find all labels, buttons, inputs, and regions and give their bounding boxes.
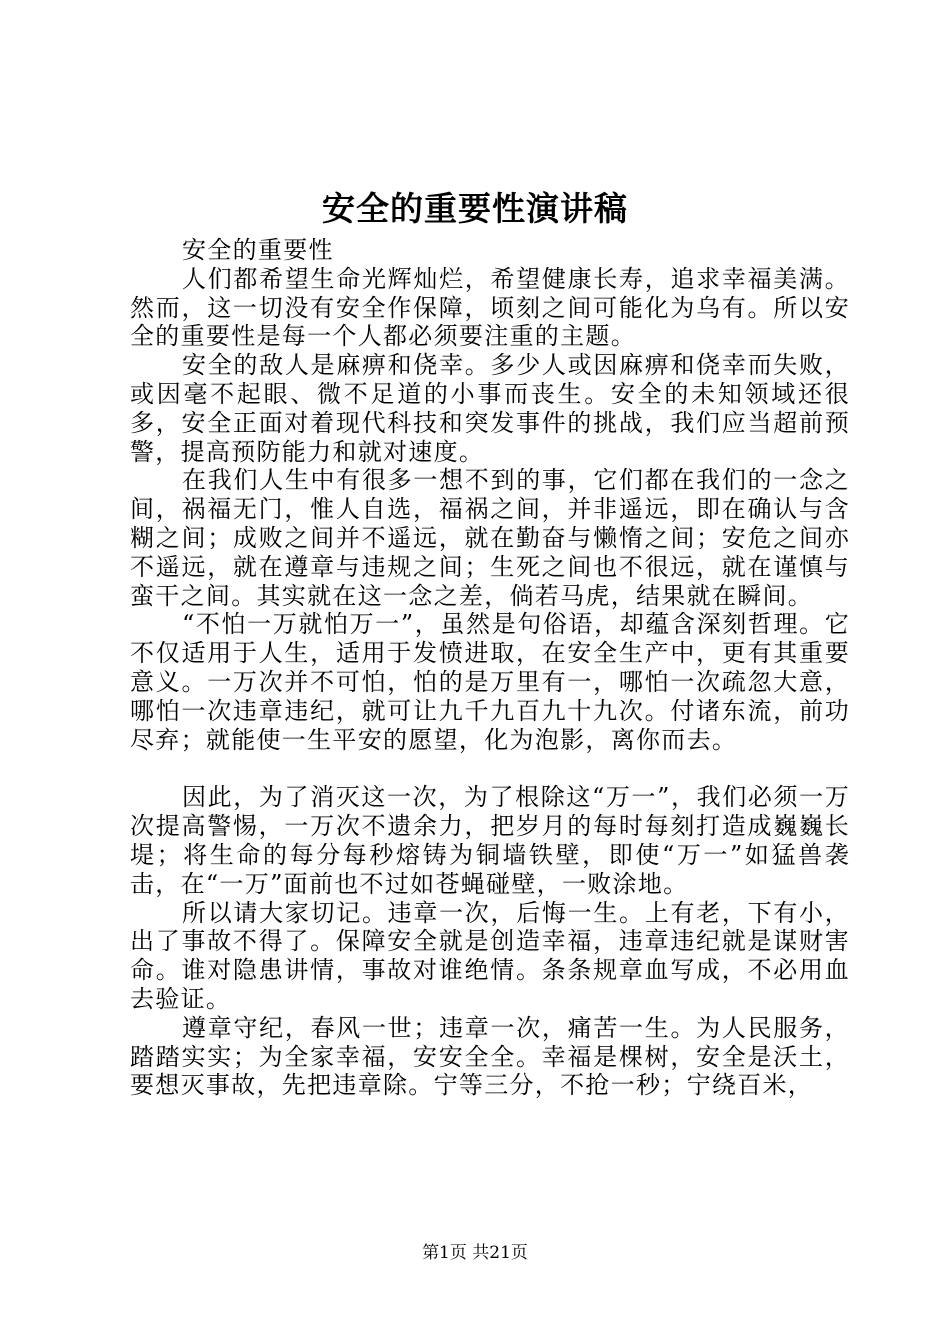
paragraph: 人们都希望生命光辉灿烂，希望健康长寿，追求幸福美满。然而，这一切没有安全作保障，顷刻之间可能化为乌有。所以安全的重要性是每一个人都必须要注重的主题。: [130, 264, 850, 351]
paragraph: 遵章守纪，春风一世；违章一次，痛苦一生。为人民服务，踏踏实实；为全家幸福，安安全全。幸福是棵树，安全是沃土，要想灭事故，先把违章除。宁等三分，不抢一秒；宁绕百米，: [130, 1013, 850, 1100]
paragraph: 因此，为了消灭这一次，为了根除这“万一”，我们必须一万次提高警惕，一万次不遗余力，把岁月的每时每刻打造成巍巍长堤；将生命的每分每秒熔铸为铜墙铁壁，即使“万一”如猛兽袭击，在“一万”面前也不过如苍蝇碰壁，一败涂地。: [130, 783, 850, 898]
document-body: [130, 236, 850, 1100]
paragraph-subtitle: 安全的重要性: [182, 236, 334, 264]
paragraph: 在我们人生中有很多一想不到的事，它们都在我们的一念之间，祸福无门，惟人自选，福祸之间，并非遥远，即在确认与含糊之间；成败之间并不遥远，就在勤奋与懒惰之间；安危之间亦不遥远，就在遵章与违规之间；生死之间也不很远，就在谨慎与蛮干之间。其实就在这一念之差，倘若马虎，结果就在瞬间。: [130, 466, 850, 610]
paragraph: “不怕一万就怕万一”，虽然是句俗语，却蕴含深刻哲理。它不仅适用于人生，适用于发愤进取，在安全生产中，更有其重要意义。一万次并不可怕，怕的是万里有一，哪怕一次疏忽大意，哪怕一次违章违纪，就可让九千九百九十九次。付诸东流，前功尽弃；就能使一生平安的愿望，化为泡影，离你而去。: [130, 610, 850, 754]
paragraph: 安全的敌人是麻痹和侥幸。多少人或因麻痹和侥幸而失败，或因毫不起眼、微不足道的小事而丧生。安全的未知领域还很多，安全正面对着现代科技和突发事件的挑战，我们应当超前预警，提高预防能力和就对速度。: [130, 351, 850, 466]
page-footer: 第1页 共21页: [422, 1243, 528, 1263]
paragraph: 所以请大家切记。违章一次，后悔一生。上有老，下有小，出了事故不得了。保障安全就是创造幸福，违章违纪就是谋财害命。谁对隐患讲情，事故对谁绝情。条条规章血写成，不必用血去验证。: [130, 898, 850, 1013]
document-title: 安全的重要性演讲稿: [322, 189, 628, 228]
